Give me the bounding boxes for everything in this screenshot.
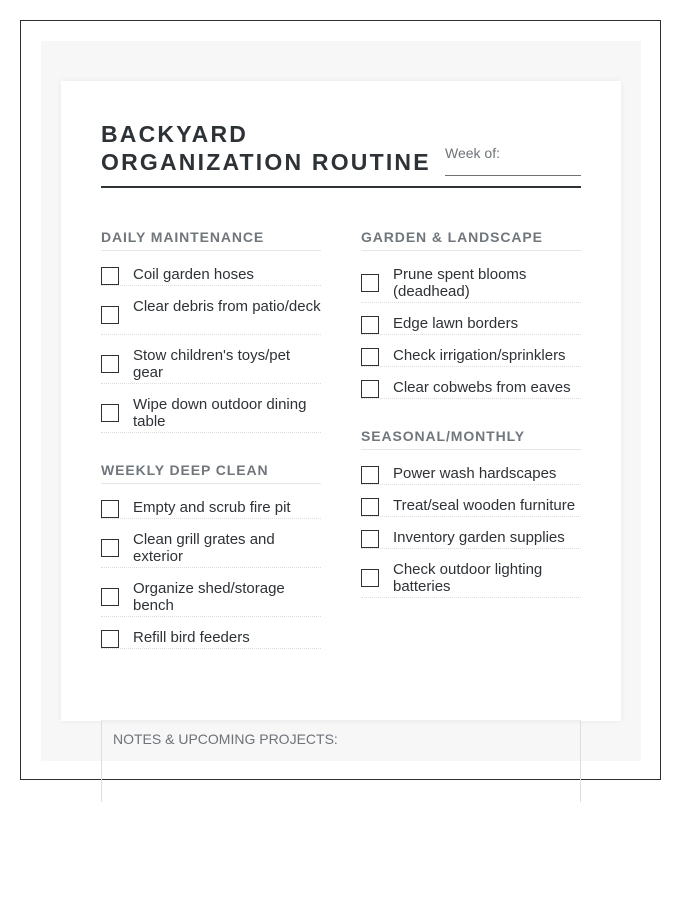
task-row [101,344,321,384]
task-checkbox[interactable] [101,306,119,324]
task-checkbox[interactable] [101,588,119,606]
task-checkbox[interactable] [361,569,379,587]
task-checkbox[interactable] [101,355,119,373]
task-checkbox[interactable] [101,630,119,648]
task-label: Check irrigation/sprinklers [393,347,566,364]
task-row [361,312,581,335]
task-row [101,295,321,335]
task-label: Refill bird feeders [133,629,250,646]
task-label: Power wash hardscapes [393,465,557,482]
task-row [101,626,321,649]
task-label: Inventory garden supplies [393,529,565,546]
task-row [101,263,321,286]
task-checkbox[interactable] [101,404,119,422]
task-row [361,526,581,549]
task-label: Organize shed/storage bench [133,580,285,614]
task-checkbox[interactable] [361,466,379,484]
task-label: Stow children's toys/pet gear [133,347,291,381]
task-checkbox[interactable] [361,380,379,398]
task-label: Clean grill grates and exterior [133,531,275,565]
section-title-weekly-deep-clean: WEEKLY DEEP CLEAN [101,462,321,484]
task-row [101,528,321,568]
task-checkbox[interactable] [101,500,119,518]
task-checkbox[interactable] [361,498,379,516]
notes-field[interactable] [101,720,581,802]
task-checkbox[interactable] [361,274,379,292]
task-label: Empty and scrub fire pit [133,499,291,516]
task-checkbox[interactable] [101,539,119,557]
task-label: Coil garden hoses [133,266,254,283]
task-row [361,376,581,399]
task-checkbox[interactable] [101,267,119,285]
section-title-daily-maintenance: DAILY MAINTENANCE [101,229,321,251]
page-title: BACKYARD ORGANIZATION ROUTINE [101,121,431,175]
task-label: Check outdoor lighting batteries [393,561,543,595]
task-row [101,393,321,433]
task-row [361,263,581,303]
notes-label: NOTES & UPCOMING PROJECTS: [113,731,338,747]
task-row [361,494,581,517]
task-checkbox[interactable] [361,348,379,366]
task-label: Wipe down outdoor dining table [133,396,307,430]
task-label: Edge lawn borders [393,315,519,332]
task-label: Prune spent blooms (deadhead) [393,266,527,300]
week-of-label: Week of: [445,145,500,161]
header [101,120,581,188]
task-checkbox[interactable] [361,530,379,548]
task-row [101,577,321,617]
task-row [361,462,581,485]
task-row [361,344,581,367]
task-row [101,496,321,519]
task-label: Clear debris from patio/deck [133,298,321,315]
week-of-field[interactable] [445,175,581,176]
task-row [361,558,581,598]
task-checkbox[interactable] [361,316,379,334]
task-label: Clear cobwebs from eaves [393,379,571,396]
section-title-seasonal-monthly: SEASONAL/MONTHLY [361,428,581,450]
section-title-garden-landscape: GARDEN & LANDSCAPE [361,229,581,251]
task-label: Treat/seal wooden furniture [393,497,576,514]
